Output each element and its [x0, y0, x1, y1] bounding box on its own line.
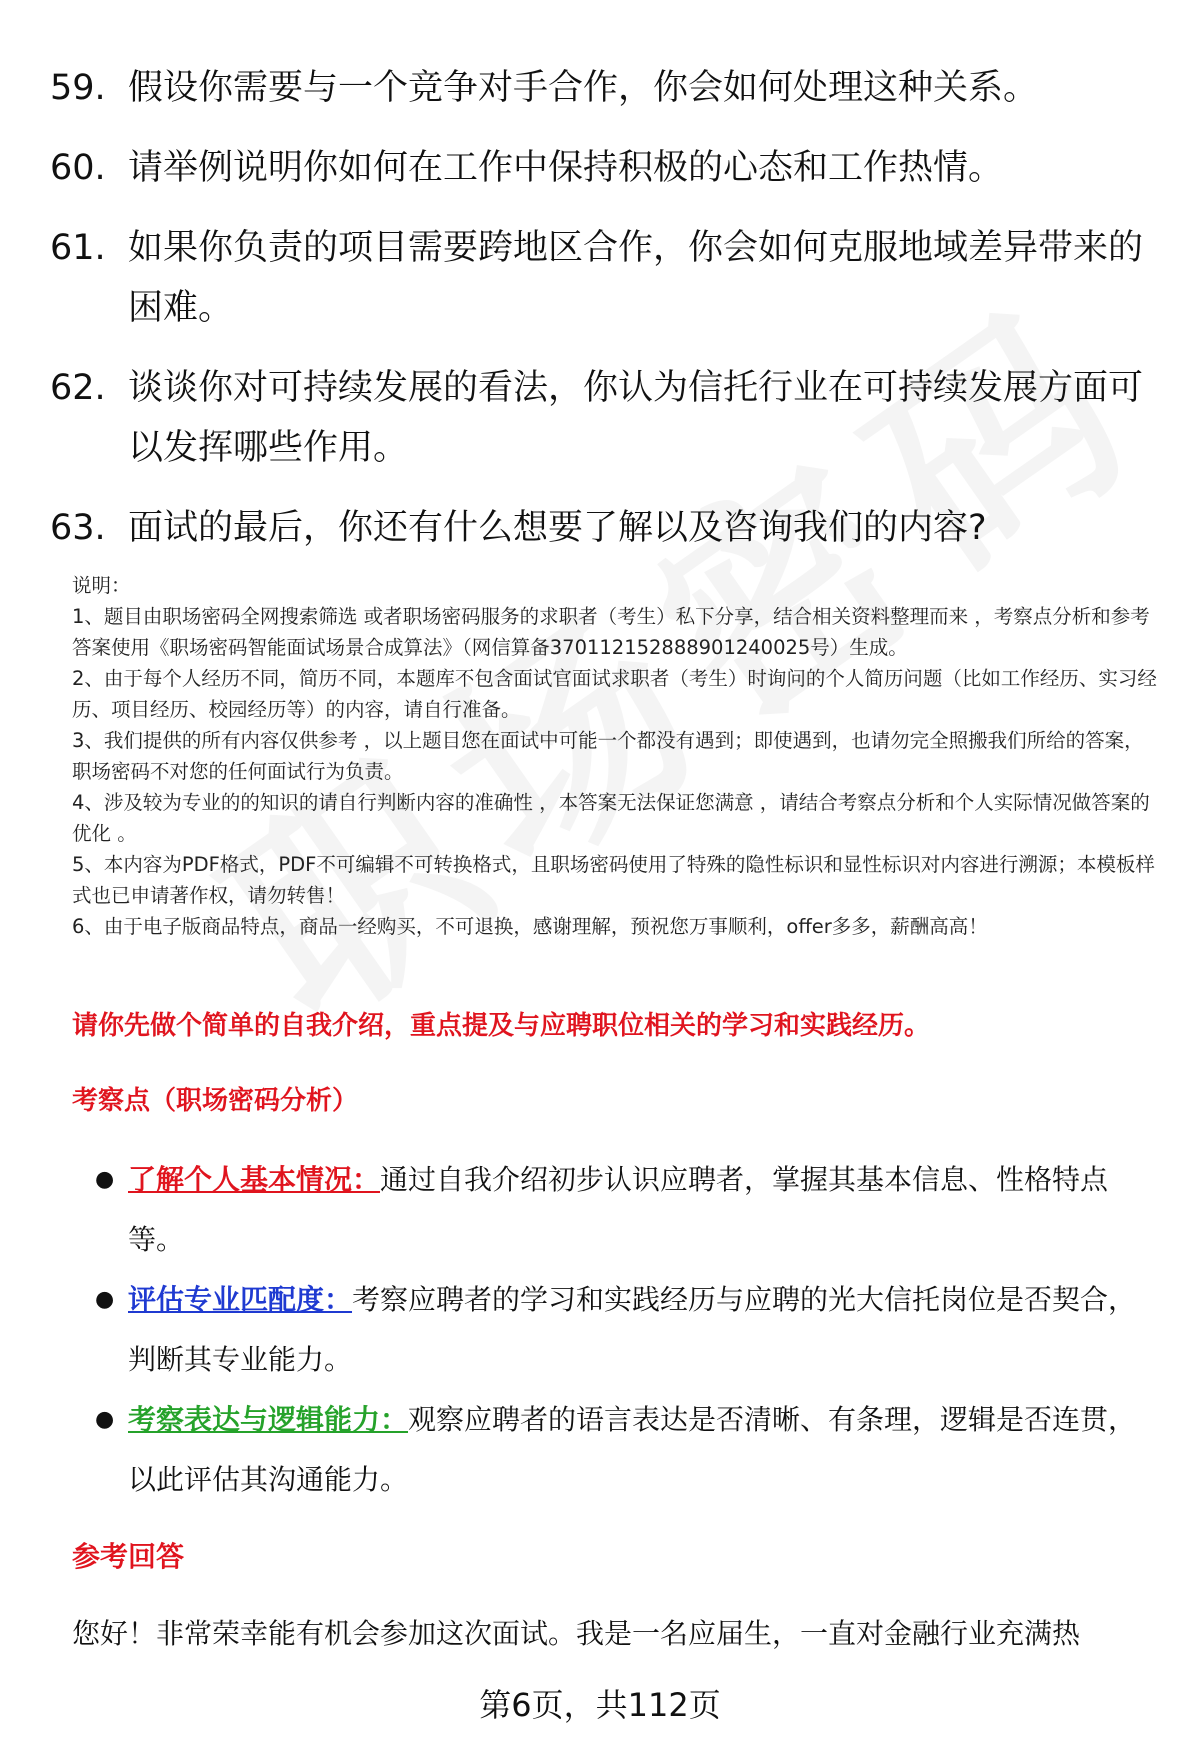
assessment-point	[95, 1150, 1145, 1270]
bullet-icon: ●	[95, 1407, 115, 1432]
question-text: 面试的最后，你还有什么想要了解以及咨询我们的内容?	[128, 508, 987, 548]
question-text: 谈谈你对可持续发展的看法，你认为信托行业在可持续发展方面可以发挥哪些作用。	[128, 368, 1144, 468]
question-number: 61.	[50, 228, 106, 268]
question-number: 62.	[50, 368, 106, 408]
assessment-point	[95, 1390, 1145, 1510]
point-text: 通过自我介绍初步认识应聘者，掌握其基本信息、性格特点等。	[128, 1163, 1109, 1256]
question-list	[50, 58, 1150, 578]
assessment-points	[95, 1150, 1145, 1510]
assessment-point	[95, 1270, 1145, 1390]
question-item	[50, 218, 1150, 338]
question-item	[50, 138, 1150, 198]
note-item: 2、由于每个人经历不同，简历不同，本题库不包含面试官面试求职者（考生）时询问的个人简历问题（比如工作经历、实习经历、项目经历、校园经历等）的内容，请自行准备。	[72, 667, 1157, 721]
note-item: 5、本内容为PDF格式，PDF不可编辑不可转换格式，且职场密码使用了特殊的隐性标识和显性标识对内容进行溯源；本模板样式也已申请著作权，请勿转售！	[72, 853, 1155, 907]
reference-answer-heading: 参考回答	[72, 1540, 185, 1573]
note-item: 1、题目由职场密码全网搜索筛选 或者职场密码服务的求职者（考生）私下分享，结合相关资料整理而来 ，考察点分析和参考答案使用《职场密码智能面试场景合成算法》（网信算备370112152888901240025号）生成。	[72, 605, 1150, 659]
point-text: 考察应聘者的学习和实践经历与应聘的光大信托岗位是否契合，判断其专业能力。	[128, 1283, 1137, 1376]
page-number: 第6页，共112页	[479, 1686, 721, 1724]
point-label: 考察表达与逻辑能力：	[128, 1403, 409, 1436]
question-text: 请举例说明你如何在工作中保持积极的心态和工作热情。	[128, 148, 1004, 188]
question-item	[50, 58, 1150, 118]
note-item: 4、涉及较为专业的的知识的请自行判断内容的准确性 ，本答案无法保证您满意 ，请结合考察点分析和个人实际情况做答案的优化 。	[72, 791, 1150, 845]
question-item	[50, 498, 1150, 558]
assessment-points-heading: 考察点（职场密码分析）	[72, 1086, 359, 1116]
question-text: 假设你需要与一个竞争对手合作，你会如何处理这种关系。	[128, 68, 1039, 108]
answer-text: 您好！非常荣幸能有机会参加这次面试。我是一名应届生，一直对金融行业充满热	[72, 1617, 1081, 1650]
question-text: 如果你负责的项目需要跨地区合作，你会如何克服地域差异带来的困难。	[128, 228, 1144, 328]
point-text: 观察应聘者的语言表达是否清晰、有条理，逻辑是否连贯，以此评估其沟通能力。	[128, 1403, 1137, 1496]
interview-question-heading: 请你先做个简单的自我介绍，重点提及与应聘职位相关的学习和实践经历。	[72, 1011, 931, 1041]
question-number: 63.	[50, 508, 106, 548]
notes-section	[72, 570, 1162, 942]
point-label: 了解个人基本情况：	[128, 1163, 381, 1196]
question-number: 60.	[50, 148, 106, 188]
note-item: 6、由于电子版商品特点，商品一经购买，不可退换，感谢理解，预祝您万事顺利，offer多多，薪酬高高！	[72, 915, 988, 938]
point-label: 评估专业匹配度：	[128, 1283, 353, 1316]
notes-title: 说明：	[72, 574, 131, 597]
note-item: 3、我们提供的所有内容仅供参考 ，以上题目您在面试中可能一个都没有遇到；即使遇到，也请勿完全照搬我们所给的答案，职场密码不对您的任何面试行为负责。	[72, 729, 1144, 783]
question-number: 59.	[50, 68, 106, 108]
question-item	[50, 358, 1150, 478]
bullet-icon: ●	[95, 1287, 115, 1312]
bullet-icon: ●	[95, 1167, 115, 1192]
